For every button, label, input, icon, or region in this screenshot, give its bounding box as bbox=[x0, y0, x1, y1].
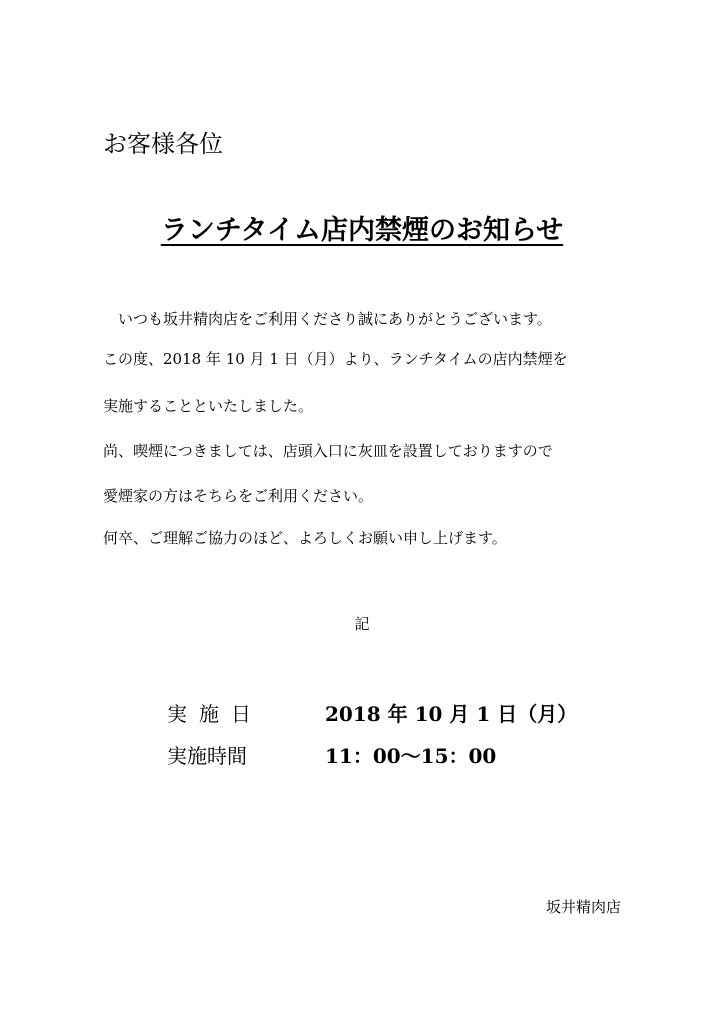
signature: 坂井精肉店 bbox=[545, 898, 621, 916]
date-label: 実施日 bbox=[167, 702, 263, 726]
body-line-greeting: いつも坂井精肉店をご利用くださり誠にありがとうございます。 bbox=[118, 310, 552, 328]
salutation: お客様各位 bbox=[103, 130, 223, 158]
notice-title: ランチタイム店内禁煙のお知らせ bbox=[160, 215, 564, 246]
body-line-implementation: 実施することといたしました。 bbox=[103, 397, 314, 415]
body-line-announcement: この度、2018 年 10 月 1 日（月）より、ランチタイムの店内禁煙を bbox=[103, 350, 568, 368]
time-value: 11：00～15：00 bbox=[325, 744, 497, 768]
body-line-smokers: 愛煙家の方はそちらをご利用ください。 bbox=[103, 487, 374, 505]
ki-heading: 記 bbox=[354, 615, 370, 633]
body-line-closing: 何卒、ご理解ご協力のほど、よろしくお願い申し上げます。 bbox=[103, 529, 507, 547]
date-value: 2018 年 10 月 1 日（月） bbox=[325, 702, 578, 726]
body-line-ashtray: 尚、喫煙につきましては、店頭入口に灰皿を設置しておりますので bbox=[103, 442, 553, 460]
time-label: 実施時間 bbox=[167, 744, 247, 768]
